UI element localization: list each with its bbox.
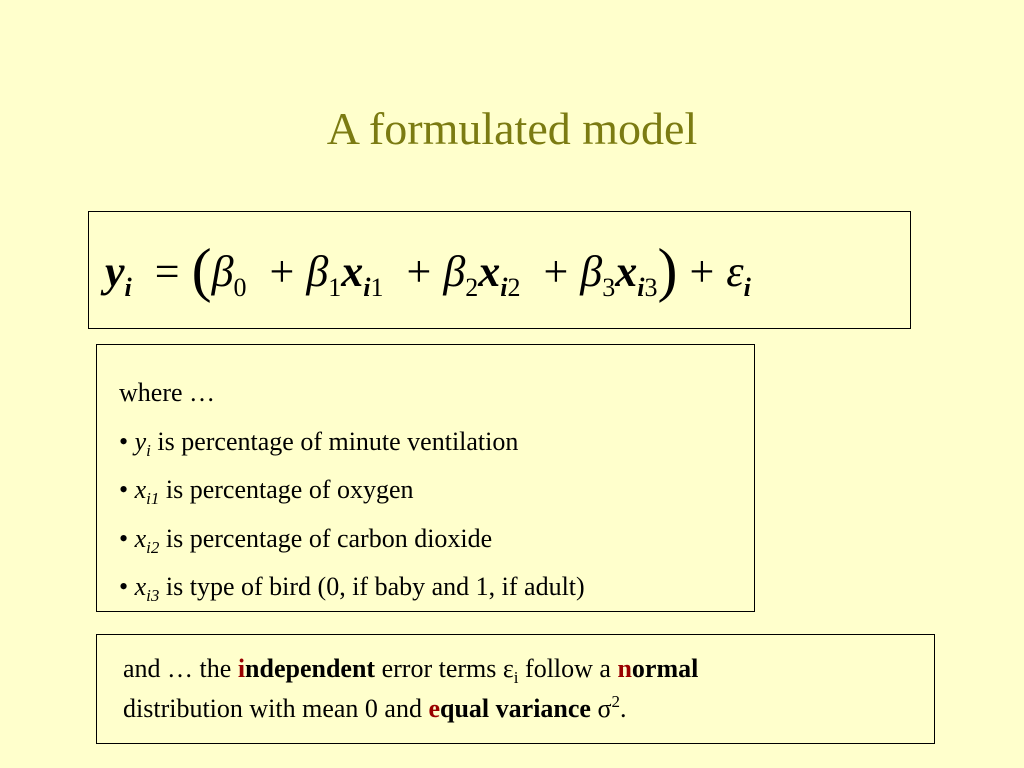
var-subscript: i3 [146,586,160,605]
error-assumptions-box [96,634,935,744]
x-3-i: i [637,273,645,302]
x-1: x [341,247,364,296]
equals-sign: = [154,247,180,296]
x-3: x [615,247,638,296]
keyword-independent: ndependent [245,654,376,683]
highlight-letter: n [617,654,632,683]
var-description: is percentage of oxygen [159,475,414,504]
beta-0: β [211,247,234,296]
var-subscript: i [146,440,151,460]
bullet: • [119,475,129,504]
x-2: x [478,247,501,296]
note-text: error terms [375,654,503,683]
epsilon: ε [726,247,744,296]
var-subscript: i2 [146,537,160,557]
x-1-i: i [363,273,371,302]
epsilon-subscript: i [513,668,519,687]
bullet: • [119,523,129,553]
note-text: follow a [518,654,618,683]
var-symbol: x [134,523,147,553]
definition-item [119,563,585,612]
response-y: y [105,247,125,296]
definition-item [119,418,585,467]
highlight-letter: i [237,654,246,683]
open-paren: ( [191,237,212,303]
beta-3-index: 3 [602,273,616,302]
plus-sign: + [543,247,569,296]
definition-item [119,515,585,564]
epsilon-symbol: ε [502,654,514,683]
where-heading: where … [119,378,216,407]
definition-item [119,466,585,515]
epsilon-subscript: i [743,273,751,302]
var-symbol: x [134,475,147,504]
note-text: and … the [123,654,238,683]
beta-1: β [306,247,329,296]
var-description: is type of bird (0, if baby and 1, if adult) [159,572,585,601]
var-description: is percentage of carbon dioxide [159,523,493,553]
x-2-index: 2 [507,273,521,302]
beta-1-index: 1 [328,273,342,302]
bullet: • [119,426,129,456]
x-3-index: 3 [644,273,658,302]
regression-equation-box [88,211,911,329]
sigma-symbol: σ [597,694,612,723]
highlight-letter: e [428,694,441,723]
bullet: • [119,572,129,601]
var-symbol: y [134,426,147,456]
beta-2: β [443,247,466,296]
var-symbol: x [134,572,147,601]
sigma-superscript: 2 [611,692,620,711]
regression-equation [105,238,751,304]
var-subscript: i1 [146,489,160,508]
keyword-normal: ormal [631,654,699,683]
response-subscript: i [124,273,132,302]
variable-definitions-box [96,344,755,612]
beta-3: β [580,247,603,296]
plus-sign: + [269,247,295,296]
x-1-index: 1 [370,273,384,302]
beta-0-index: 0 [233,273,247,302]
beta-2-index: 2 [465,273,479,302]
var-description: is percentage of minute ventilation [150,426,519,456]
x-2-i: i [500,273,508,302]
plus-sign: + [406,247,432,296]
keyword-equal-variance: qual variance [440,694,591,723]
error-assumptions-text [123,649,698,729]
close-paren: ) [657,237,678,303]
note-text: . [619,694,627,723]
note-text: distribution with mean 0 and [123,694,429,723]
slide-title: A formulated model [326,103,698,154]
plus-sign: + [689,247,715,296]
